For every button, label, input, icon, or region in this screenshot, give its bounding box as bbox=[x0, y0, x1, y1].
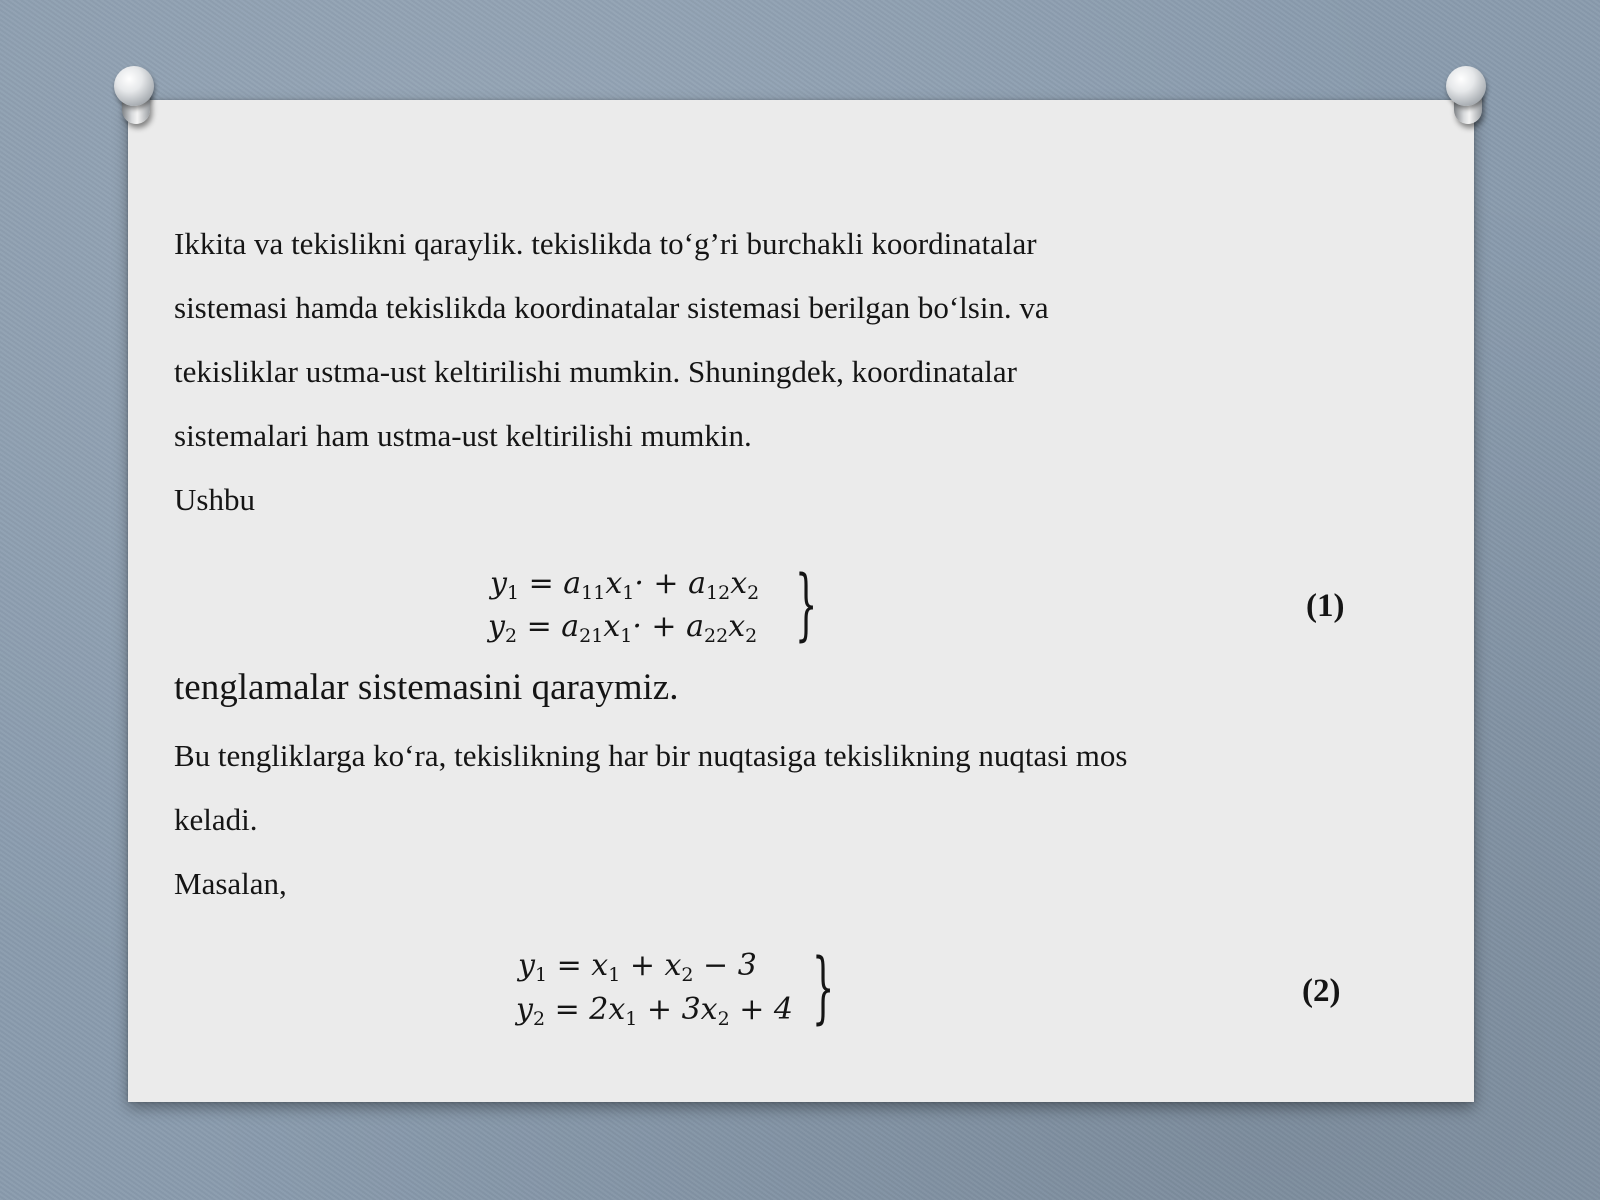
equation-line: $y_2 = a_{21}x_1\cdot + a_{22}x_2$ bbox=[488, 609, 758, 647]
paragraph-line: keladi. bbox=[174, 802, 258, 837]
right-brace: } bbox=[795, 560, 818, 650]
equation-line: $y_1 = x_1 + x_2 - 3$ bbox=[518, 948, 757, 986]
example-label: Masalan, bbox=[174, 866, 287, 901]
equation-number: (1) bbox=[1306, 588, 1345, 624]
paragraph-line: Ushbu bbox=[174, 482, 255, 517]
pushpin-icon bbox=[114, 66, 158, 132]
paragraph-line: sistemasi hamda tekislikda koordinatalar sistemasi berilgan bo‘lsin. va bbox=[174, 290, 1049, 325]
paragraph-line: Bu tengliklarga ko‘ra, tekislikning har bir nuqtasiga tekislikning nuqtasi mos bbox=[174, 738, 1128, 773]
equation-line: $y_2 = 2x_1 + 3x_2 + 4$ bbox=[516, 992, 793, 1030]
paragraph-line: Ikkita va tekislikni qaraylik. tekislikda to‘g’ri burchakli koordinatalar bbox=[174, 226, 1037, 261]
paragraph-line: tenglamalar sistemasini qaraymiz. bbox=[174, 667, 679, 708]
right-brace: } bbox=[812, 943, 835, 1033]
equation-number: (2) bbox=[1302, 973, 1341, 1009]
paragraph-line: sistemalari ham ustma-ust keltirilishi mumkin. bbox=[174, 418, 752, 453]
equation-line: $y_1 = a_{11}x_1\cdot + a_{12}x_2$ bbox=[490, 566, 760, 604]
paragraph-line: tekisliklar ustma-ust keltirilishi mumkin. Shuningdek, koordinatalar bbox=[174, 354, 1017, 389]
pushpin-icon bbox=[1446, 66, 1490, 132]
